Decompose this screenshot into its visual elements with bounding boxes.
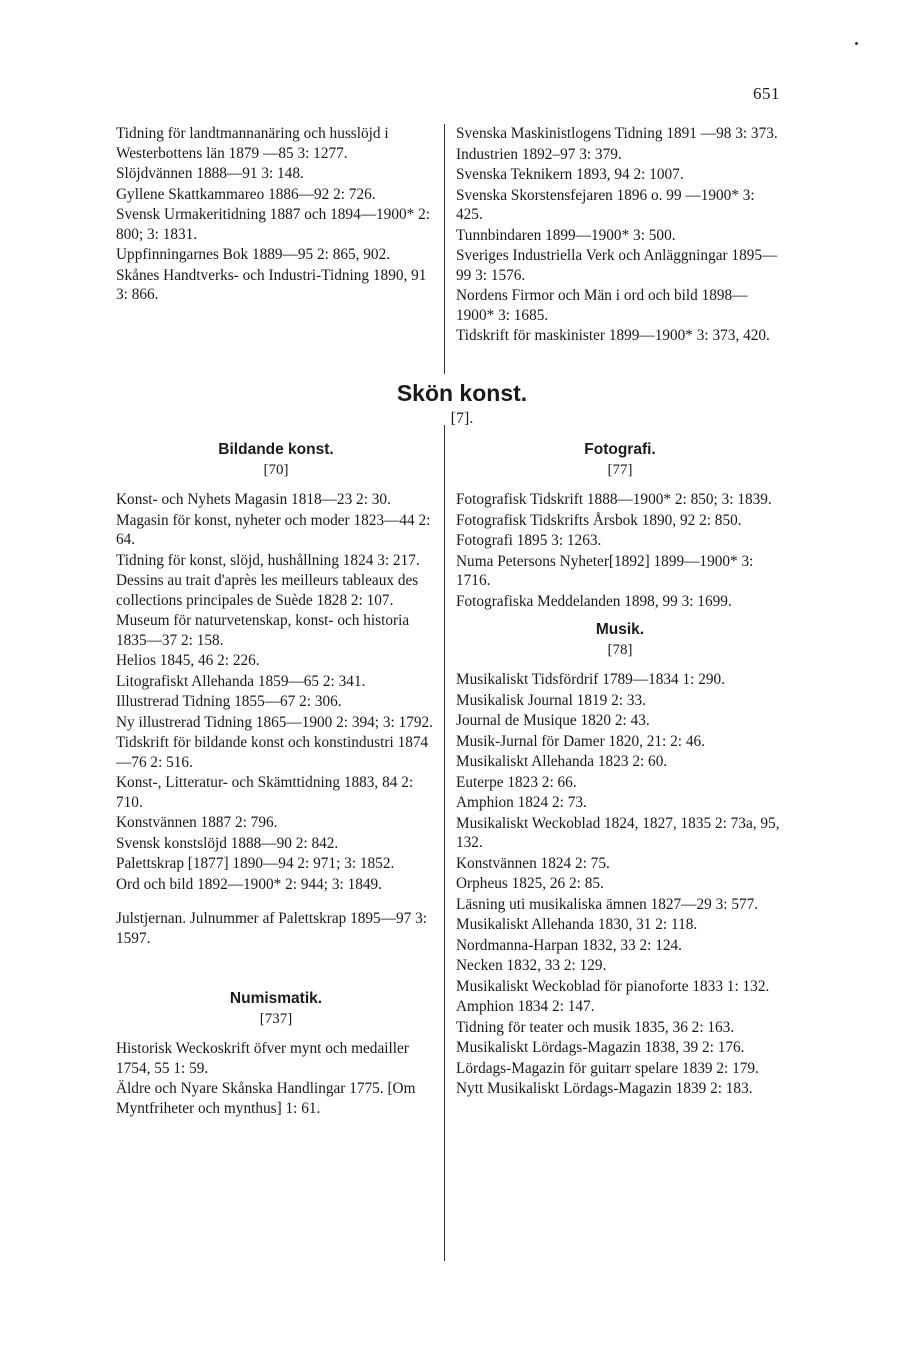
subsection-code: [77] (607, 462, 633, 478)
list-item: Konst-, Litteratur- och Skämttidning 1883, 84 2: 710. (116, 774, 414, 811)
list-item: Tidskrift för maskinister 1899—1900* 3: 373, 420. (456, 327, 770, 344)
list-item: Konst- och Nyhets Magasin 1818—23 2: 30. (116, 491, 391, 508)
list-item: Slöjdvännen 1888—91 3: 148. (116, 165, 304, 182)
subsection-code: [70] (263, 462, 289, 478)
subsection-heading: Numismatik. (229, 990, 323, 1007)
list-item: Journal de Musique 1820 2: 43. (456, 712, 650, 729)
list-item: Konstvännen 1824 2: 75. (456, 854, 610, 872)
list-item: Svensk konstslöjd 1888—90 2: 842. (116, 834, 339, 852)
list-item: Amphion 1834 2: 147. (456, 998, 595, 1015)
subsection-heading: Musik. (595, 621, 645, 638)
list-item: Musikaliskt Allehanda 1830, 31 2: 118. (456, 916, 698, 933)
list-item: Läsning uti musikaliska ämnen 1827—29 3: 577. (456, 895, 759, 913)
list-item: Litografiskt Allehanda 1859—65 2: 341. (116, 672, 366, 690)
list-item: Konstvännen 1887 2: 796. (116, 814, 278, 831)
list-item: Tidning för konst, slöjd, hushållning 1824 3: 217. (116, 551, 420, 569)
left-column (116, 440, 436, 1119)
section-heading: Skön konst. (396, 380, 528, 406)
list-item: Nordens Firmor och Män i ord och bild 1898—1900* 3: 1685. (456, 287, 748, 324)
list-item: Julstjernan. Julnummer af Palettskrap 1895—97 3: 1597. (116, 910, 427, 947)
list-item: Musikaliskt Tidsfördrif 1789—1834 1: 290. (456, 671, 725, 688)
list-item: Magasin för konst, nyheter och moder 1823—44 2: 64. (116, 511, 431, 548)
list-item: Svenska Teknikern 1893, 94 2: 1007. (456, 166, 684, 183)
list-item: Ny illustrerad Tidning 1865—1900 2: 394; 3: 1792. (116, 713, 433, 731)
list-item: Musikalisk Journal 1819 2: 33. (456, 691, 646, 709)
column-divider (444, 124, 445, 374)
subsection-heading: Bildande konst. (218, 441, 334, 458)
page-number: 651 (753, 84, 780, 103)
list-item: Numa Petersons Nyheter[1892] 1899—1900* 3: 1716. (456, 552, 754, 589)
subsection-code: [737] (259, 1011, 293, 1027)
list-item: Fotografiska Meddelanden 1898, 99 3: 1699. (456, 592, 732, 610)
list-item: Necken 1832, 33 2: 129. (456, 957, 607, 974)
list-item: Ord och bild 1892—1900* 2: 944; 3: 1849. (116, 875, 382, 893)
list-item: Uppfinningarnes Bok 1889—95 2: 865, 902. (116, 246, 391, 263)
list-item: Tunnbindaren 1899—1900* 3: 500. (456, 226, 676, 244)
list-item: Skånes Handtverks- och Industri-Tidning 1890, 91 3: 866. (116, 266, 427, 303)
list-item: Tidskrift för bildande konst och konstindustri 1874—76 2: 516. (116, 734, 429, 771)
list-item: Musikaliskt Lördags-Magazin 1838, 39 2: 176. (456, 1039, 745, 1056)
list-item: Svenska Maskinistlogens Tidning 1891 —98 3: 373. (456, 125, 778, 142)
list-item: Musikaliskt Allehanda 1823 2: 60. (456, 753, 668, 770)
list-item: Industrien 1892–97 3: 379. (456, 145, 622, 163)
list-item: Sveriges Industriella Verk och Anläggningar 1895—99 3: 1576. (456, 247, 778, 284)
subsection-heading: Fotografi. (584, 441, 656, 458)
list-item: Nytt Musikaliskt Lördags-Magazin 1839 2: 183. (456, 1080, 753, 1097)
subsection-code: [78] (607, 642, 633, 658)
list-item: Gyllene Skattkammareo 1886—92 2: 726. (116, 185, 376, 203)
right-column (456, 440, 784, 1100)
column-divider (444, 425, 445, 1261)
section-code: [7]. (450, 410, 474, 427)
list-item: Nordmanna-Harpan 1832, 33 2: 124. (456, 936, 683, 954)
list-item: Musikaliskt Weckoblad 1824, 1827, 1835 2: 73a, 95, 132. (456, 814, 780, 851)
list-item: Tidning för landtmannanäring och husslöjd i Westerbottens län 1879 —85 3: 1277. (116, 125, 389, 162)
list-item: Euterpe 1823 2: 66. (456, 773, 577, 791)
list-item: Äldre och Nyare Skånska Handlingar 1775. [Om Myntfriheter och mynthus] 1: 61. (116, 1080, 416, 1117)
list-item: Tidning för teater och musik 1835, 36 2: 163. (456, 1018, 735, 1036)
top-right-column (456, 124, 784, 347)
list-item: Museum för naturvetenskap, konst- och historia 1835—37 2: 158. (116, 612, 410, 649)
list-item: Svenska Skorstensfejaren 1896 o. 99 —1900* 3: 425. (456, 186, 755, 223)
list-item: Fotografi 1895 3: 1263. (456, 532, 602, 549)
list-item: Historisk Weckoskrift öfver mynt och medailler 1754, 55 1: 59. (116, 1040, 409, 1077)
list-item: Amphion 1824 2: 73. (456, 794, 587, 811)
list-item: Svensk Urmakeritidning 1887 och 1894—1900* 2: 800; 3: 1831. (116, 206, 430, 243)
list-item: Lördags-Magazin för guitarr spelare 1839 2: 179. (456, 1059, 759, 1077)
list-item: Helios 1845, 46 2: 226. (116, 652, 260, 669)
ink-speck (855, 42, 858, 45)
list-item: Musikaliskt Weckoblad för pianoforte 1833 1: 132. (456, 977, 770, 995)
list-item: Fotografisk Tidskrift 1888—1900* 2: 850; 3: 1839. (456, 491, 772, 508)
list-item: Orpheus 1825, 26 2: 85. (456, 875, 604, 892)
list-item: Illustrerad Tidning 1855—67 2: 306. (116, 693, 342, 710)
list-item: Palettskrap [1877] 1890—94 2: 971; 3: 1852. (116, 855, 395, 872)
list-item: Musik-Jurnal för Damer 1820, 21: 2: 46. (456, 732, 705, 750)
list-item: Fotografisk Tidskrifts Årsbok 1890, 92 2: 850. (456, 511, 742, 529)
top-left-column (116, 124, 436, 306)
list-item: Dessins au trait d'après les meilleurs tableaux des collections principales de Suède 1828 2: 107. (116, 572, 419, 609)
